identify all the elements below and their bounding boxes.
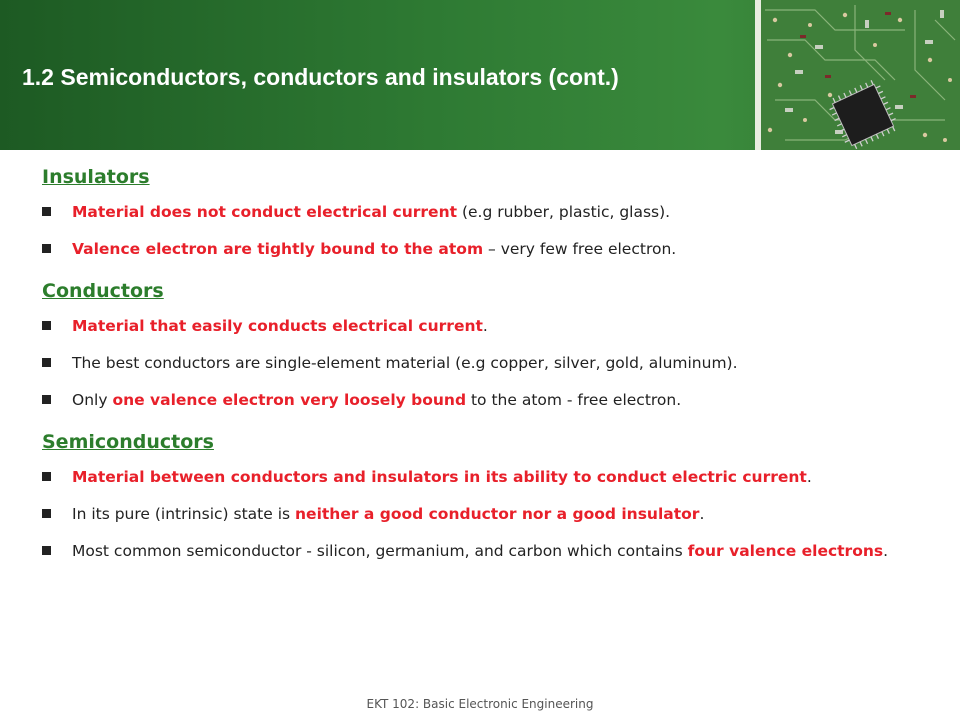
highlighted-text: four valence electrons: [687, 542, 884, 560]
body-text: .: [699, 505, 705, 523]
body-text: (e.g rubber, plastic, glass).: [457, 203, 671, 221]
highlighted-text: neither a good conductor nor a good insulator: [295, 505, 700, 523]
square-bullet-icon: [42, 358, 51, 367]
square-bullet-icon: [42, 546, 51, 555]
body-text: .: [806, 468, 812, 486]
body-text: In its pure (intrinsic) state is: [72, 505, 296, 523]
section-insulators: [42, 160, 922, 261]
bullet-item: [42, 351, 922, 375]
square-bullet-icon: [42, 395, 51, 404]
body-text: .: [482, 317, 488, 335]
body-text: – very few free electron.: [483, 240, 677, 258]
bullet-item: [42, 237, 922, 261]
bullet-item: [42, 539, 922, 563]
square-bullet-icon: [42, 207, 51, 216]
body-text: to the atom - free electron.: [466, 391, 682, 409]
slide-title: 1.2 Semiconductors, conductors and insulators (cont.): [22, 64, 619, 90]
highlighted-text: Material that easily conducts electrical current: [72, 317, 483, 335]
body-text: .: [883, 542, 889, 560]
bullet-item: [42, 502, 922, 526]
highlighted-text: Material between conductors and insulators in its ability to conduct electric current: [72, 468, 807, 486]
bullet-item: [42, 200, 922, 224]
slide-body: [42, 160, 922, 576]
body-text: Most common semiconductor - silicon, germanium, and carbon which contains: [72, 542, 688, 560]
circuit-board-image: [755, 0, 960, 150]
highlighted-text: Material does not conduct electrical current: [72, 203, 458, 221]
body-text: The best conductors are single-element material (e.g copper, silver, gold, aluminum).: [72, 354, 738, 372]
bullet-item: [42, 388, 922, 412]
highlighted-text: Valence electron are tightly bound to the atom: [72, 240, 484, 258]
square-bullet-icon: [42, 321, 51, 330]
footer-text: EKT 102: Basic Electronic Engineering: [366, 697, 594, 711]
highlighted-text: one valence electron very loosely bound: [112, 391, 467, 409]
square-bullet-icon: [42, 472, 51, 481]
square-bullet-icon: [42, 244, 51, 253]
header-banner: [0, 0, 960, 150]
section-heading: Semiconductors: [42, 431, 214, 453]
bullet-item: [42, 465, 922, 489]
bullet-item: [42, 314, 922, 338]
section-heading: Insulators: [42, 166, 150, 188]
section-conductors: [42, 274, 922, 412]
square-bullet-icon: [42, 509, 51, 518]
body-text: Only: [72, 391, 113, 409]
section-heading: Conductors: [42, 280, 164, 302]
section-semiconductors: [42, 425, 922, 563]
